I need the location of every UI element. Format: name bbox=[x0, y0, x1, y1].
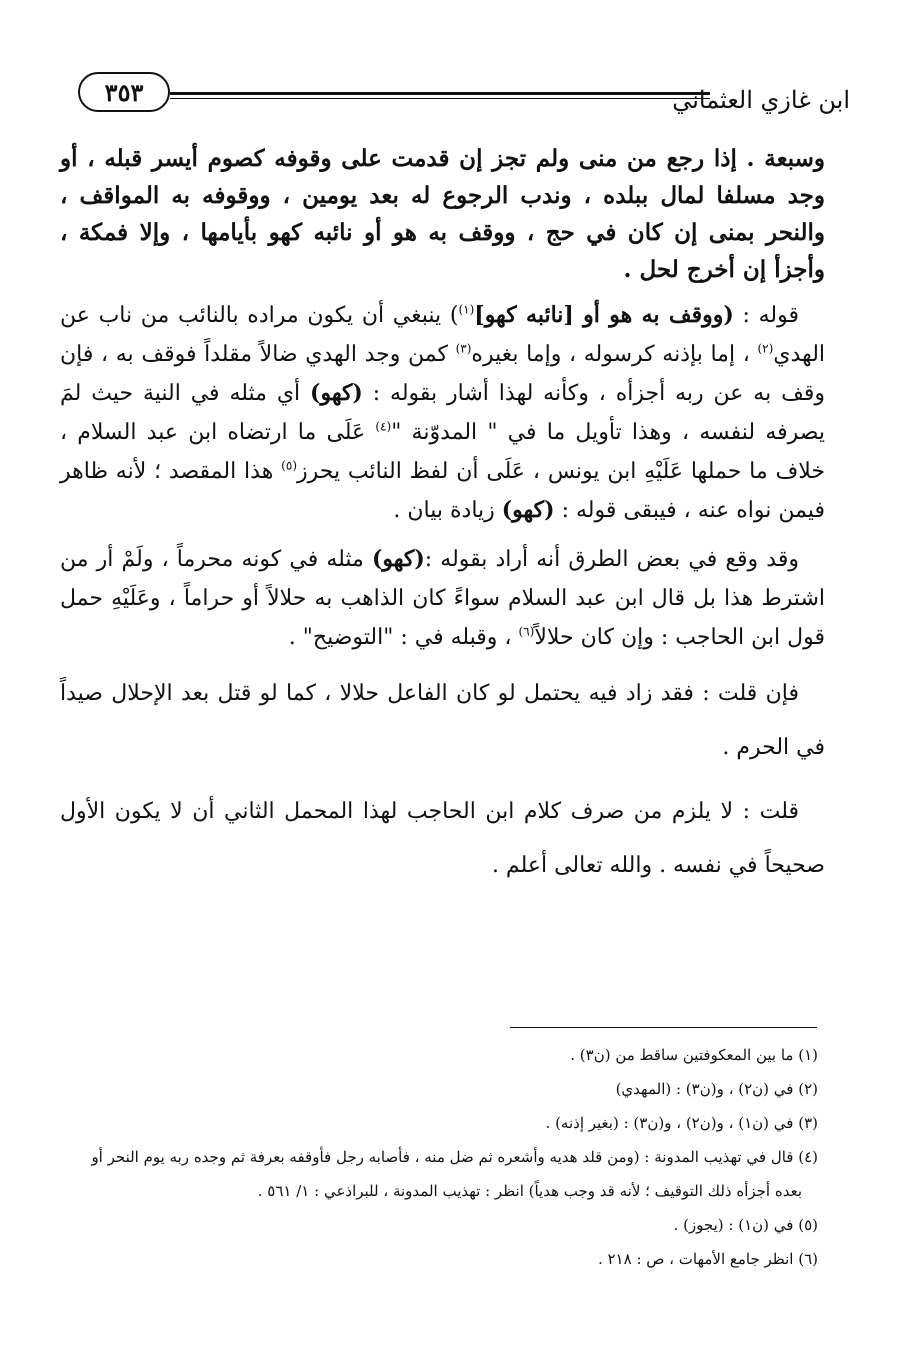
footnote-6: (٦) انظر جامع الأمهات ، ص : ٢١٨ . bbox=[597, 1250, 818, 1268]
text-run: كمن وجد الهدي ضالاً مقلداً فوقف به ، فإن وقف به عن ربه أجزأه ، وكأنه لهذا أشار بقوله : bbox=[60, 342, 826, 406]
text-run: ، وقبله في : "التوضيح" . bbox=[288, 625, 519, 650]
text-run: مثله في كونه محرماً ، ولَمْ أر من اشترط هذا بل قال ابن عبد السلام سواءً كان الذاهب به حلالاً أو حراماً ، وعَلَيْهِ حمل قول ابن الحاجب : وإن كان حلالاً bbox=[60, 547, 825, 650]
footnotes bbox=[50, 1038, 818, 1276]
quoted-matn: (كهو) bbox=[371, 546, 425, 572]
text-run: هذا المقصد ؛ لأنه ظاهر فيمن نواه عنه ، فيبقى قوله : bbox=[60, 459, 825, 523]
footnote-ref[interactable]: (٣) bbox=[455, 341, 472, 356]
footnote-ref[interactable]: (١) bbox=[458, 302, 475, 317]
footnote-ref[interactable]: (٦) bbox=[518, 624, 535, 639]
footnote-ref[interactable]: (٥) bbox=[281, 458, 297, 473]
footnote-ref[interactable]: (٤) bbox=[375, 419, 392, 434]
footnote-separator bbox=[510, 1027, 817, 1028]
footnote-5: (٥) في (ن١) : (يجوز) . bbox=[673, 1216, 818, 1234]
header-rule-thin bbox=[170, 98, 710, 99]
quoted-matn: (كهو) bbox=[310, 380, 363, 406]
header-rule-thick bbox=[170, 92, 710, 95]
footnote-2: (٢) في (ن٢) ، و(ن٣) : (المهدي) bbox=[615, 1080, 818, 1098]
commentary-paragraph-1 bbox=[60, 296, 825, 530]
quoted-matn: (ووقف به هو أو [نائبه كهو] bbox=[474, 302, 734, 328]
commentary-paragraph-3: فإن قلت : فقد زاد فيه يحتمل لو كان الفاعل حلالا ، كما لو قتل بعد الإحلال صيداً في الحرم . bbox=[60, 681, 825, 760]
text-run: قوله : bbox=[733, 303, 800, 328]
text-run: ، إما بإذنه كرسوله ، وإما بغيره bbox=[471, 342, 758, 367]
text-run: أي مثله في النية حيث لمَ يصرفه لنفسه ، وهذا تأويل ما في " المدوّنة " bbox=[60, 381, 825, 445]
text-run: ) ينبغي أن يكون مراده بالنائب من ناب عن الهدي bbox=[60, 303, 826, 367]
running-title: ابن غازي العثماني bbox=[672, 86, 850, 114]
text-run: عَلَى ما ارتضاه ابن عبد السلام ، خلاف ما حملها عَلَيْهِ ابن يونس ، عَلَى أن لفظ النائب يحرز bbox=[60, 420, 825, 484]
page-header bbox=[70, 66, 850, 126]
commentary-paragraph-4: قلت : لا يلزم من صرف كلام ابن الحاجب لهذا المحمل الثاني أن لا يكون الأول صحيحاً في نفسه . والله تعالى أعلم . bbox=[60, 799, 825, 878]
text-run: وقد وقع في بعض الطرق أنه أراد بقوله : bbox=[424, 547, 799, 572]
page-number: ٣٥٣ bbox=[78, 72, 170, 112]
main-text bbox=[60, 140, 825, 903]
text-run: زيادة بيان . bbox=[393, 498, 502, 523]
footnote-3: (٣) في (ن١) ، و(ن٢) ، و(ن٣) : (بغير إذنه) . bbox=[545, 1114, 818, 1132]
footnote-ref[interactable]: (٢) bbox=[757, 341, 774, 356]
matn-text: وسبعة . إذا رجع من منى ولم تجز إن قدمت على وقوفه كصوم أيسر قبله ، أو وجد مسلفا لمال ببلده ، وندب الرجوع له بعد يومين ، ووقوفه به المواقف ، والنحر بمنى إن كان في حج ، ووقف به هو أو نائبه كهو بأيامها ، وإلا فمكة ، وأجزأ إن أخرج لحل . bbox=[60, 145, 825, 283]
footnote-1: (١) ما بين المعكوفتين ساقط من (ن٣) . bbox=[570, 1046, 818, 1064]
commentary-paragraph-2 bbox=[60, 540, 825, 657]
quoted-matn: (كهو) bbox=[501, 497, 555, 523]
footnote-4-continued: بعده أجزأه ذلك التوقيف ؛ لأنه قد وجب هدياً) انظر : تهذيب المدونة ، للبراذعي : ١/ ٥٦١ . bbox=[257, 1182, 802, 1200]
footnote-4: (٤) قال في تهذيب المدونة : (ومن قلد هديه وأشعره ثم ضل منه ، فأصابه رجل فأوقفه بعرفة ثم وجده ربه يوم النحر أو bbox=[91, 1148, 818, 1166]
